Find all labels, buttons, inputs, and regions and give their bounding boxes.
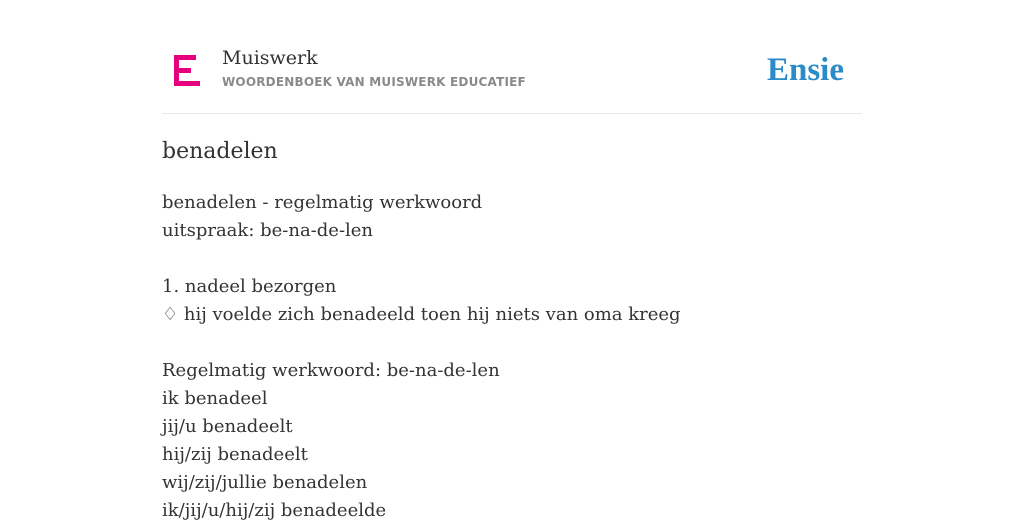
conjugation-heading: Regelmatig werkwoord: be-na-de-len: [162, 360, 500, 381]
example-line: ♢ hij voelde zich benadeeld toen hij niets van oma kreeg: [162, 304, 681, 325]
ensie-logo-link[interactable]: Ensie: [766, 52, 844, 88]
muiswerk-logo-icon[interactable]: [174, 55, 200, 87]
brand-block[interactable]: [222, 44, 526, 90]
page-container: [162, 0, 862, 521]
site-subtitle: WOORDENBOEK VAN MUISWERK EDUCATIEF: [222, 75, 526, 89]
pronunciation-line: uitspraak: be-na-de-len: [162, 220, 374, 241]
blank-line: [162, 329, 681, 357]
conjugation-line: hij/zij benadeelt: [162, 444, 308, 465]
page-title: benadelen: [162, 139, 278, 164]
conjugation-line: ik/jij/u/hij/zij benadeelde: [162, 500, 387, 521]
conjugation-line: jij/u benadeelt: [162, 416, 293, 437]
conjugation-line: wij/zij/jullie benadelen: [162, 472, 368, 493]
meaning-line: 1. nadeel bezorgen: [162, 276, 337, 297]
site-header: [162, 0, 862, 114]
conjugation-line: ik benadeel: [162, 388, 268, 409]
definition-line: benadelen - regelmatig werkwoord: [162, 192, 483, 213]
site-name[interactable]: Muiswerk: [222, 47, 318, 69]
blank-line: [162, 245, 681, 273]
definition-body: [162, 189, 681, 525]
